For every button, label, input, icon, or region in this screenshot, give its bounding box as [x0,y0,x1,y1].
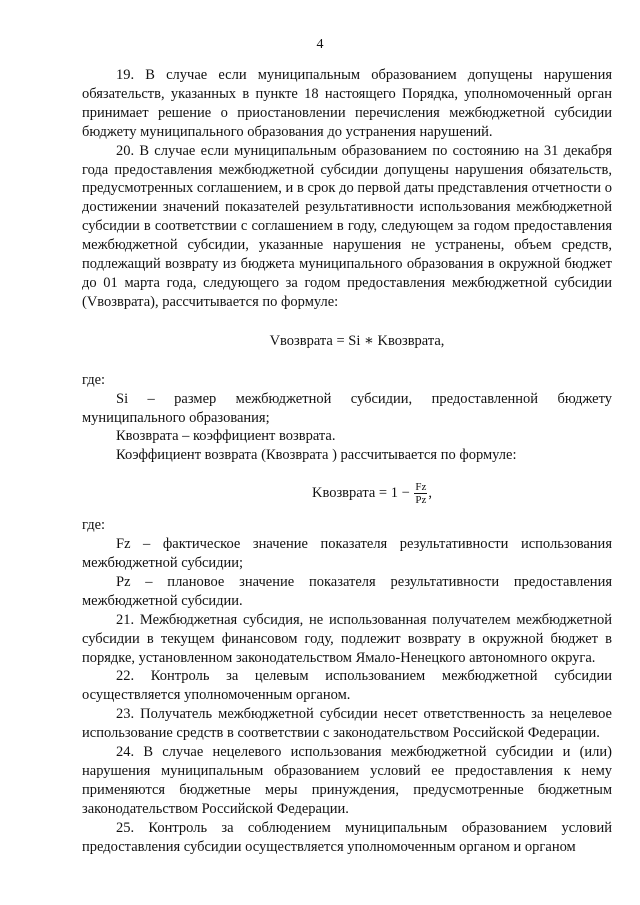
paragraph-19: 19. В случае если муниципальным образованием допущены нарушения обязательств, указанных в пункте 18 настоящего Порядка, уполномоченный орган принимает решение о приостановлении перечисления межбюджетной субсидии бюджету муниципального образования до устранения нарушений. [82,67,612,140]
definition-fz: Fz – фактическое значение показателя результативности использования межбюджетной субсидии; [82,536,612,572]
page-number: 4 [316,37,324,52]
where-label-1: где: [82,371,106,388]
formula-refund-volume: Vвозврата = Si ∗ Kвозврата, [269,332,445,349]
definition-pz: Pz – плановое значение показателя результативности предоставления межбюджетной субсидии. [82,573,612,609]
formula2-fraction [414,481,427,506]
formula2-denominator: Pz [415,494,427,507]
formula2-tail: , [428,485,433,502]
formula2-numerator: Fz [415,481,427,494]
formula-refund-coefficient [82,481,612,506]
where-label-2: где: [82,517,106,534]
paragraph-22: 22. Контроль за целевым использованием межбюджетной субсидии осуществляется уполномоченным органом. [82,668,612,704]
formula2-left: Kвозврата = 1 − [311,485,410,502]
paragraph-24: 24. В случае нецелевого использования межбюджетной субсидии и (или) нарушения муниципальным образованием условий ее предоставления к нему применяются бюджетные меры принуждения, предусмотренные бюджетным законодательством Российской Федерации. [82,744,612,817]
coefficient-formula-intro: Коэффициент возврата (Квозврата ) рассчитывается по формуле: [116,447,517,464]
paragraph-20: 20. В случае если муниципальным образованием по состоянию на 31 декабря года предоставления межбюджетной субсидии допущены нарушения обязательств, предусмотренных соглашением, и в срок до первой даты представления отчетности о достижении значений показателей результативности использования межбюджетной субсидии в соответствии с соглашением в году, следующем за годом предоставления межбюджетной субсидии, указанные нарушения не устранены, объем средств, подлежащий возврату из бюджета муниципального образования в окружной бюджет до 01 марта года, следующего за годом предоставления межбюджетной субсидии (Vвозврата), рассчитывается по формуле: [82,142,612,310]
paragraph-25: 25. Контроль за соблюдением муниципальным образованием условий предоставления субсидии осуществляется уполномоченным органом и органом [82,819,612,855]
paragraph-21: 21. Межбюджетная субсидия, не использованная получателем межбюджетной субсидии в текущем финансовом году, подлежит возврату в окружной бюджет в порядке, установленном законодательством Ямало-Ненецкого автономного округа. [82,611,612,666]
document-body [82,66,612,857]
definition-si: Si – размер межбюджетной субсидии, предоставленной бюджету муниципального образования; [82,390,612,426]
paragraph-23: 23. Получатель межбюджетной субсидии несет ответственность за нецелевое использование средств в соответствии с законодательством Российской Федерации. [82,706,612,742]
definition-k-refund: Квозврата – коэффициент возврата. [116,428,336,445]
